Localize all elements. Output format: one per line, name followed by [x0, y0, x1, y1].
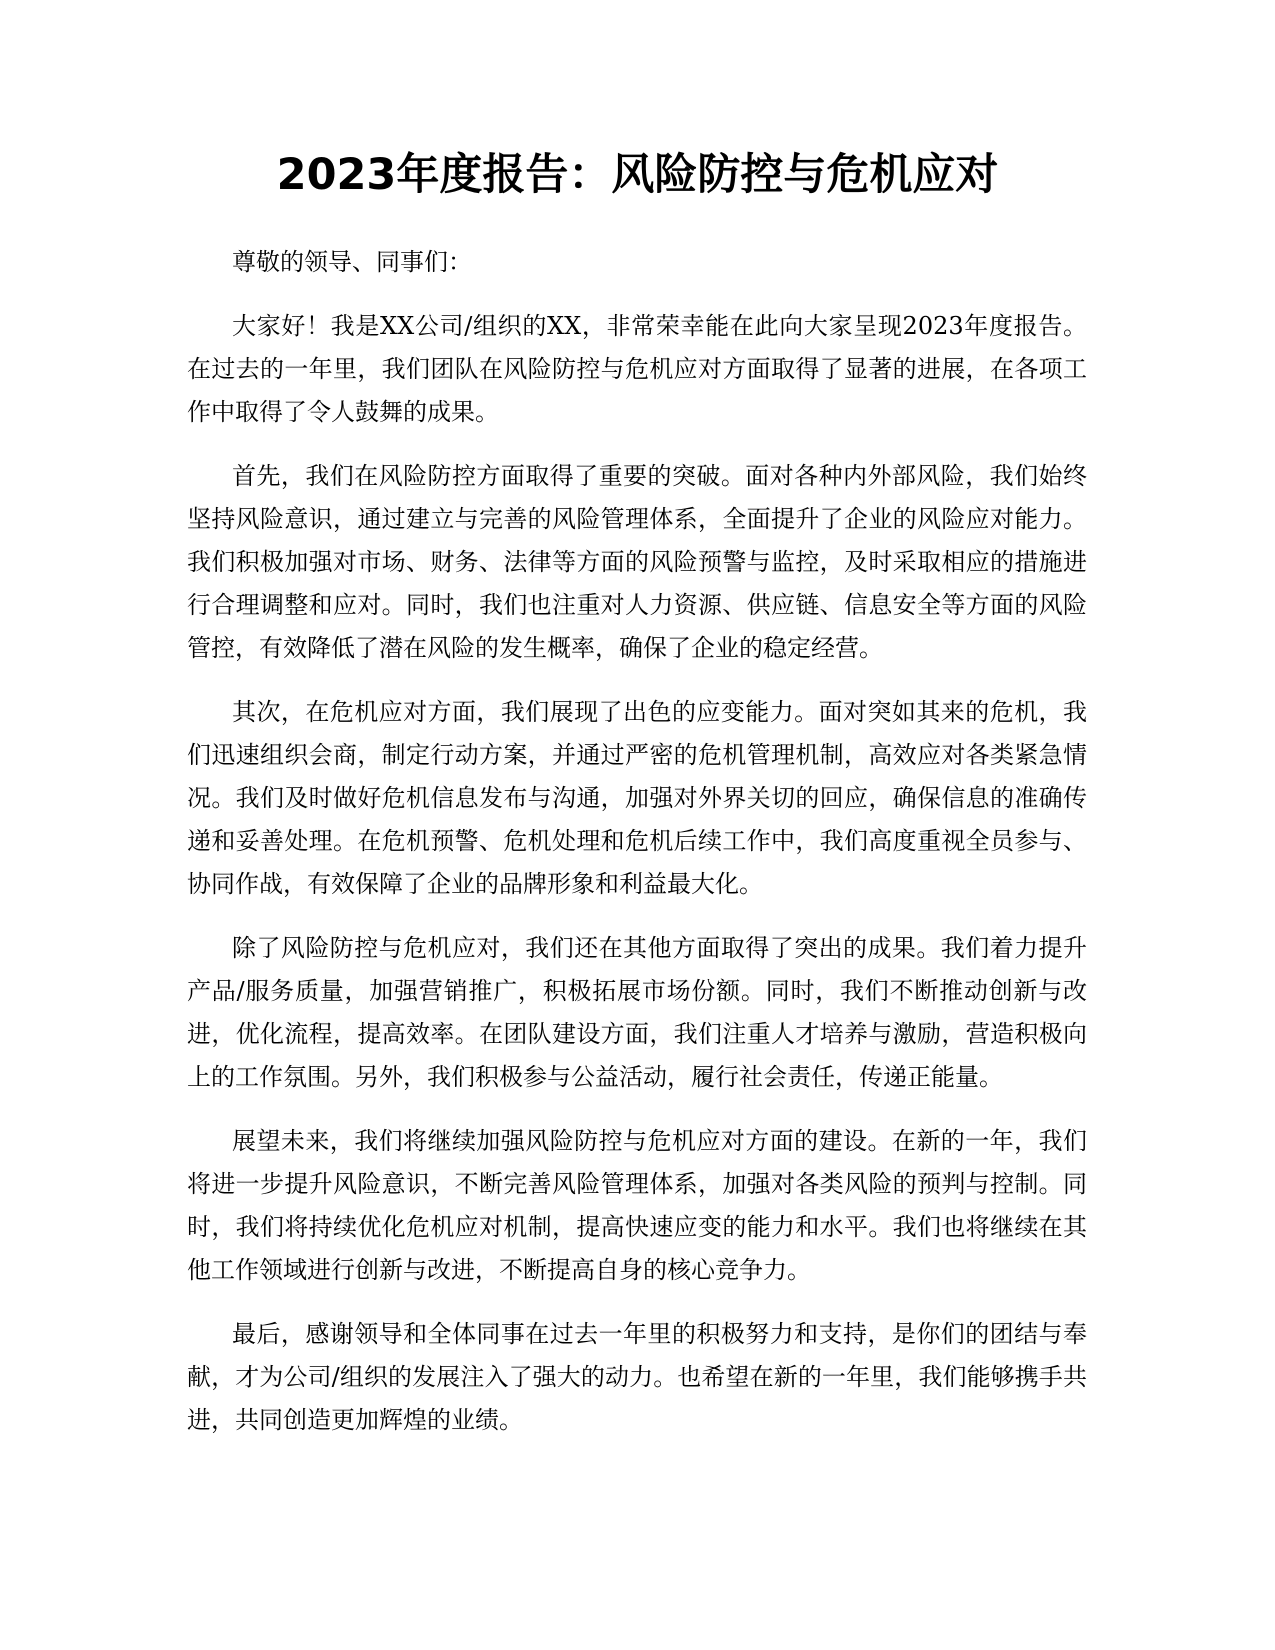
- paragraph-closing: 最后，感谢领导和全体同事在过去一年里的积极努力和支持，是你们的团结与奉献，才为公司/组织的发展注入了强大的动力。也希望在新的一年里，我们能够携手共进，共同创造更加辉煌的业绩。: [187, 1320, 1087, 1434]
- paragraph-intro: 大家好！我是XX公司/组织的XX，非常荣幸能在此向大家呈现2023年度报告。在过去的一年里，我们团队在风险防控与危机应对方面取得了显著的进展，在各项工作中取得了令人鼓舞的成果。: [187, 312, 1087, 426]
- paragraph-outlook: 展望未来，我们将继续加强风险防控与危机应对方面的建设。在新的一年，我们将进一步提升风险意识，不断完善风险管理体系，加强对各类风险的预判与控制。同时，我们将持续优化危机应对机制，提高快速应变的能力和水平。我们也将继续在其他工作领域进行创新与改进，不断提高自身的核心竞争力。: [187, 1127, 1087, 1284]
- document-title: 2023年度报告：风险防控与危机应对: [276, 150, 999, 200]
- paragraph-risk-control: 首先，我们在风险防控方面取得了重要的突破。面对各种内外部风险，我们始终坚持风险意识，通过建立与完善的风险管理体系，全面提升了企业的风险应对能力。我们积极加强对市场、财务、法律等方面的风险预警与监控，及时采取相应的措施进行合理调整和应对。同时，我们也注重对人力资源、供应链、信息安全等方面的风险管控，有效降低了潜在风险的发生概率，确保了企业的稳定经营。: [187, 462, 1087, 662]
- document-body: [187, 241, 1087, 1463]
- salutation: 尊敬的领导、同事们：: [232, 248, 472, 276]
- paragraph-crisis-response: 其次，在危机应对方面，我们展现了出色的应变能力。面对突如其来的危机，我们迅速组织会商，制定行动方案，并通过严密的危机管理机制，高效应对各类紧急情况。我们及时做好危机信息发布与沟通，加强对外界关切的回应，确保信息的准确传递和妥善处理。在危机预警、危机处理和危机后续工作中，我们高度重视全员参与、协同作战，有效保障了企业的品牌形象和利益最大化。: [187, 698, 1087, 898]
- paragraph-other-achievements: 除了风险防控与危机应对，我们还在其他方面取得了突出的成果。我们着力提升产品/服务质量，加强营销推广，积极拓展市场份额。同时，我们不断推动创新与改进，优化流程，提高效率。在团队建设方面，我们注重人才培养与激励，营造积极向上的工作氛围。另外，我们积极参与公益活动，履行社会责任，传递正能量。: [187, 934, 1087, 1091]
